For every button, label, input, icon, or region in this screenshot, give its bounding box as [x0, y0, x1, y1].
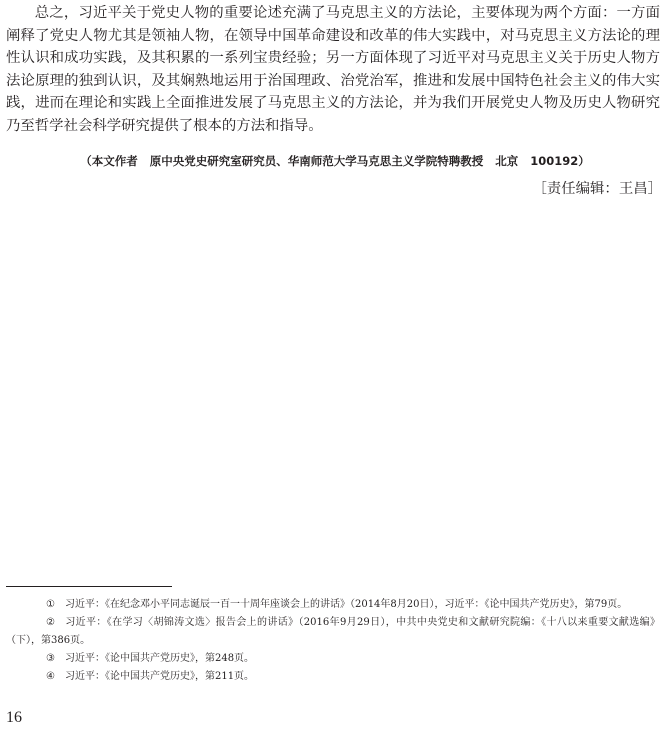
- footnote-text: 习近平：《在学习〈胡锦涛文选〉报告会上的讲话》（2016年9月29日），中共中央党史和文献研究院编：《十八以来重要文献选编》（下），第386页。: [6, 617, 660, 646]
- footnote-marker: ②: [46, 617, 55, 628]
- footnote-item: [6, 668, 660, 686]
- author-note-label: （本文作者: [80, 154, 138, 168]
- author-postcode: 100192）: [530, 154, 590, 168]
- responsible-editor: ［责任编辑：王昌］: [532, 181, 662, 197]
- footnote-text: 习近平：《在纪念邓小平同志诞辰一百一十周年座谈会上的讲话》（2014年8月20日），习近平：《论中国共产党历史》，第79页。: [64, 599, 628, 610]
- footnote-item: [6, 650, 660, 668]
- footnote-item: [6, 614, 660, 650]
- footnote-text: 习近平：《论中国共产党历史》，第248页。: [64, 653, 255, 664]
- author-note: [0, 152, 670, 170]
- footnote-item: [6, 596, 660, 614]
- author-affiliation: 原中央党史研究室研究员、华南师范大学马克思主义学院特聘教授: [149, 154, 484, 168]
- author-city: 北京: [495, 154, 519, 168]
- footnote-marker: ④: [46, 671, 55, 682]
- page-number: 16: [6, 709, 22, 726]
- footnote-divider: [6, 586, 172, 587]
- footnote-text: 习近平：《论中国共产党历史》，第211页。: [64, 671, 255, 682]
- footnote-marker: ③: [46, 653, 55, 664]
- body-paragraph: 总之，习近平关于党史人物的重要论述充满了马克思主义的方法论，主要体现为两个方面：一方面阐释了党史人物尤其是领袖人物，在领导中国革命建设和改革的伟大实践中，对马克思主义方法论的理性认识和成功实践，及其积累的一系列宝贵经验；另一方面体现了习近平对马克思主义关于历史人物方法论原理的独到认识，及其娴熟地运用于治国理政、治党治军，推进和发展中国特色社会主义的伟大实践，进而在理论和实践上全面推进发展了马克思主义的方法论，并为我们开展党史人物及历史人物研究乃至哲学社会科学研究提供了根本的方法和指导。: [6, 5, 660, 134]
- footnote-marker: ①: [46, 599, 55, 610]
- footnote-list: [6, 596, 660, 686]
